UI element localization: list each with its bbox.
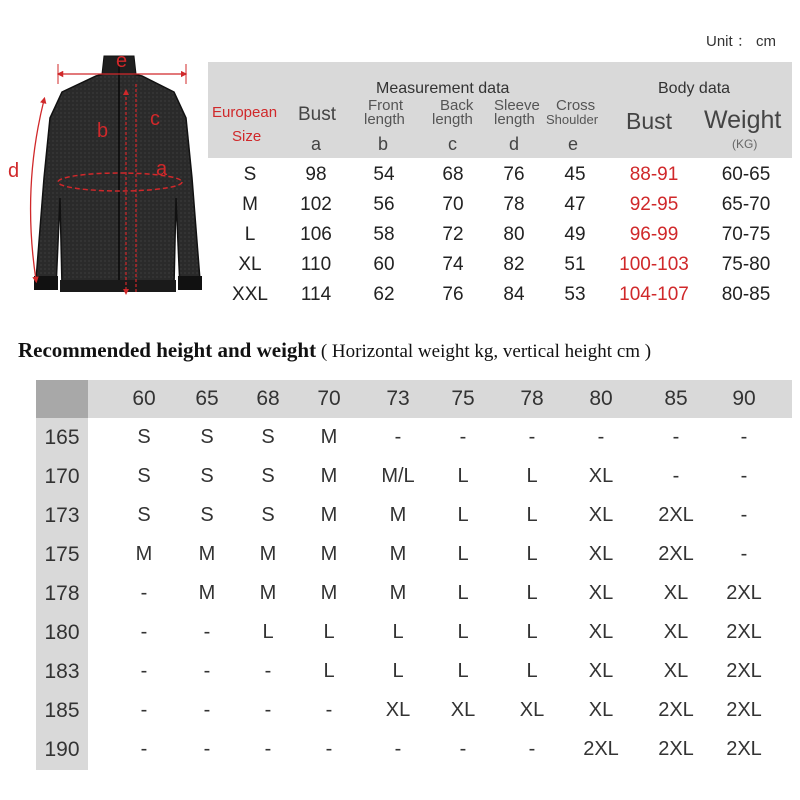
body-bust-cell: 104-107	[619, 284, 689, 305]
size-recommendation-cell: 2XL	[658, 543, 694, 565]
european-size-label-2: Size	[232, 128, 262, 145]
recommendation-row	[36, 418, 792, 457]
height-label: 190	[44, 738, 80, 761]
height-label: 175	[44, 543, 80, 566]
back-cell: 74	[442, 254, 464, 275]
front-cell: 58	[373, 224, 395, 245]
size-recommendation-cell: XL	[588, 582, 614, 604]
size-recommendation-cell: M	[259, 543, 277, 565]
size-recommendation-cell: -	[140, 660, 148, 682]
cross-cell: 49	[564, 224, 586, 245]
weight-cell: 65-70	[721, 194, 771, 215]
col-front-2: length	[364, 111, 405, 128]
size-recommendation-cell: M	[389, 543, 407, 565]
size-recommendation-cell: XL	[588, 621, 614, 643]
height-label: 170	[44, 465, 80, 488]
size-recommendation-cell: XL	[663, 621, 689, 643]
cross-cell: 51	[564, 254, 586, 275]
european-size-label-1: European	[212, 104, 278, 121]
size-recommendation-cell: M	[389, 504, 407, 526]
back-cell: 76	[442, 284, 464, 305]
cross-cell: 45	[564, 164, 586, 185]
size-row	[208, 220, 792, 250]
recommendation-row	[36, 691, 792, 730]
size-recommendation-cell: 2XL	[726, 699, 762, 721]
size-recommendation-cell: 2XL	[658, 504, 694, 526]
front-cell: 56	[373, 194, 395, 215]
size-recommendation-cell: M	[259, 582, 277, 604]
letter-d: d	[509, 134, 520, 154]
size-row	[208, 160, 792, 190]
height-label: 178	[44, 582, 80, 605]
back-cell: 70	[442, 194, 464, 215]
weight-header: 60	[132, 387, 156, 410]
size-recommendation-cell: S	[137, 426, 151, 448]
col-sleeve-1: Sleeve	[494, 97, 540, 114]
label-e: e	[116, 50, 128, 72]
size-recommendation-cell: L	[526, 465, 538, 487]
weight-header: 90	[732, 387, 756, 410]
size-recommendation-cell: M	[198, 582, 216, 604]
cross-cell: 53	[564, 284, 586, 305]
size-recommendation-cell: -	[203, 699, 211, 721]
size-recommendation-cell: M	[198, 543, 216, 565]
bust-cell: 98	[305, 164, 327, 185]
recommendation-title	[18, 338, 651, 363]
size-recommendation-cell: -	[325, 699, 333, 721]
recommendation-row	[36, 535, 792, 574]
size-recommendation-cell: -	[264, 699, 272, 721]
size-cell: L	[244, 224, 256, 245]
weight-header: 70	[317, 387, 341, 410]
size-recommendation-cell: 2XL	[583, 738, 619, 760]
jacket-illustration	[0, 48, 205, 310]
body-bust-cell: 88-91	[629, 164, 679, 185]
sleeve-cell: 84	[503, 284, 525, 305]
unit-label: Unit ： cm	[706, 33, 777, 50]
sleeve-cell: 82	[503, 254, 525, 275]
recommendation-row	[36, 457, 792, 496]
size-recommendation-cell: -	[740, 504, 748, 526]
recommendation-row	[36, 730, 792, 769]
size-recommendation-cell: L	[323, 621, 335, 643]
sleeve-cell: 80	[503, 224, 525, 245]
back-cell: 72	[442, 224, 464, 245]
weight-header: 73	[386, 387, 410, 410]
size-recommendation-cell: -	[597, 426, 605, 448]
size-recommendation-cell: S	[200, 504, 214, 526]
recommendation-row	[36, 652, 792, 691]
size-recommendation-cell: XL	[450, 699, 476, 721]
size-recommendation-cell: -	[528, 738, 536, 760]
size-cell: S	[243, 164, 257, 185]
size-recommendation-cell: M	[135, 543, 153, 565]
size-recommendation-cell: S	[137, 465, 151, 487]
recommendation-row	[36, 613, 792, 652]
size-recommendation-cell: -	[140, 738, 148, 760]
height-label: 183	[44, 660, 80, 683]
col-sleeve-2: length	[494, 111, 535, 128]
size-row	[208, 190, 792, 220]
sleeve-cell: 78	[503, 194, 525, 215]
size-recommendation-cell: S	[261, 465, 275, 487]
size-recommendation-cell: 2XL	[726, 621, 762, 643]
size-recommendation-cell: -	[203, 738, 211, 760]
size-recommendation-cell: -	[203, 621, 211, 643]
recommendation-title-note: ( Horizontal weight kg, vertical height cm )	[316, 341, 652, 362]
size-recommendation-cell: M	[389, 582, 407, 604]
size-recommendation-cell: XL	[519, 699, 545, 721]
size-recommendation-cell: L	[526, 504, 538, 526]
size-recommendation-cell: M	[320, 543, 338, 565]
size-recommendation-cell: XL	[588, 543, 614, 565]
size-recommendation-cell: -	[394, 738, 402, 760]
height-label: 165	[44, 426, 80, 449]
weight-header: 85	[664, 387, 688, 410]
size-recommendation-cell: -	[672, 426, 680, 448]
bust-cell: 114	[300, 284, 332, 305]
size-recommendation-cell: -	[740, 426, 748, 448]
size-recommendation-cell: L	[262, 621, 274, 643]
size-recommendation-cell: L	[392, 621, 404, 643]
weight-header: 75	[451, 387, 475, 410]
cross-cell: 47	[564, 194, 586, 215]
size-recommendation-cell: L	[526, 660, 538, 682]
size-recommendation-cell: XL	[663, 660, 689, 682]
jacket-diagram	[0, 48, 205, 310]
size-recommendation-cell: XL	[588, 465, 614, 487]
label-d: d	[8, 160, 20, 182]
size-recommendation-cell: -	[394, 426, 402, 448]
size-recommendation-cell: 2XL	[658, 699, 694, 721]
size-recommendation-cell: L	[457, 621, 469, 643]
size-recommendation-cell: L	[526, 582, 538, 604]
weight-cell: 80-85	[721, 284, 771, 305]
recommendation-row	[36, 496, 792, 535]
body-bust-label: Bust	[626, 108, 673, 134]
front-cell: 60	[373, 254, 395, 275]
col-cross-1: Cross	[556, 97, 596, 114]
sleeve-cell: 76	[503, 164, 525, 185]
letter-e: e	[568, 134, 579, 154]
weight-header: 80	[589, 387, 613, 410]
size-recommendation-cell: -	[672, 465, 680, 487]
body-weight-label: Weight	[704, 106, 782, 134]
size-recommendation-cell: L	[457, 543, 469, 565]
size-recommendation-cell: 2XL	[726, 660, 762, 682]
letter-a: a	[311, 134, 322, 154]
size-recommendation-cell: S	[200, 426, 214, 448]
letter-c: c	[448, 134, 457, 154]
size-recommendation-cell: 2XL	[658, 738, 694, 760]
size-recommendation-cell: M	[320, 504, 338, 526]
size-recommendation-cell: -	[264, 660, 272, 682]
size-recommendation-cell: -	[325, 738, 333, 760]
size-recommendation-cell: L	[526, 543, 538, 565]
label-a: a	[156, 158, 168, 180]
size-recommendation-cell: 2XL	[726, 582, 762, 604]
size-recommendation-cell: S	[261, 504, 275, 526]
bust-cell: 106	[300, 224, 332, 245]
size-recommendation-cell: -	[264, 738, 272, 760]
label-c: c	[150, 108, 160, 130]
body-bust-cell: 92-95	[629, 194, 679, 215]
size-recommendation-cell: L	[526, 621, 538, 643]
size-row	[208, 280, 792, 310]
size-row	[208, 250, 792, 280]
size-recommendation-cell: XL	[385, 699, 411, 721]
height-label: 185	[44, 699, 80, 722]
grid-corner	[36, 380, 88, 418]
label-b: b	[97, 120, 109, 142]
size-recommendation-cell: -	[140, 621, 148, 643]
weight-cell: 60-65	[721, 164, 771, 185]
body-group-label: Body data	[658, 80, 731, 97]
col-back-2: length	[432, 111, 473, 128]
size-recommendation-cell: L	[457, 465, 469, 487]
back-cell: 68	[442, 164, 464, 185]
col-front-1: Front	[368, 97, 404, 114]
size-recommendation-cell: XL	[588, 699, 614, 721]
size-recommendation-cell: -	[528, 426, 536, 448]
size-recommendation-cell: S	[137, 504, 151, 526]
weight-cell: 70-75	[721, 224, 771, 245]
bust-cell: 102	[300, 194, 332, 215]
size-cell: M	[242, 194, 258, 215]
body-bust-cell: 100-103	[619, 254, 689, 275]
col-back-1: Back	[440, 97, 474, 114]
recommendation-row	[36, 574, 792, 613]
weight-header: 65	[195, 387, 219, 410]
size-recommendation-cell: -	[740, 465, 748, 487]
size-recommendation-cell: 2XL	[726, 738, 762, 760]
size-recommendation-cell: L	[457, 582, 469, 604]
weight-cell: 75-80	[721, 254, 771, 275]
size-recommendation-cell: XL	[663, 582, 689, 604]
size-recommendation-cell: M	[320, 465, 338, 487]
letter-b: b	[378, 134, 389, 154]
height-label: 173	[44, 504, 80, 527]
size-cell: XL	[238, 254, 262, 275]
recommendation-grid	[36, 380, 792, 770]
size-recommendation-cell: XL	[588, 504, 614, 526]
weight-header: 78	[520, 387, 544, 410]
size-recommendation-cell: -	[740, 543, 748, 565]
measurement-group-label: Measurement data	[376, 80, 510, 97]
size-cell: XXL	[232, 284, 268, 305]
size-recommendation-cell: S	[261, 426, 275, 448]
size-recommendation-cell: L	[457, 504, 469, 526]
col-cross-2: Shoulder	[546, 112, 599, 127]
weight-header: 68	[256, 387, 280, 410]
size-recommendation-cell: M/L	[381, 465, 415, 487]
size-recommendation-cell: L	[457, 660, 469, 682]
size-recommendation-cell: -	[140, 699, 148, 721]
size-recommendation-cell: L	[323, 660, 335, 682]
recommendation-title-main: Recommended height and weight	[18, 338, 317, 362]
body-weight-unit: (KG)	[732, 137, 758, 151]
front-cell: 62	[373, 284, 395, 305]
body-bust-cell: 96-99	[629, 224, 679, 245]
size-recommendation-cell: L	[392, 660, 404, 682]
size-recommendation-cell: -	[203, 660, 211, 682]
col-bust: Bust	[298, 104, 337, 125]
size-recommendation-cell: M	[320, 426, 338, 448]
size-table	[208, 62, 792, 310]
size-recommendation-cell: -	[459, 426, 467, 448]
bust-cell: 110	[300, 254, 332, 275]
size-recommendation-cell: S	[200, 465, 214, 487]
height-label: 180	[44, 621, 80, 644]
size-recommendation-cell: -	[140, 582, 148, 604]
front-cell: 54	[373, 164, 395, 185]
size-recommendation-cell: -	[459, 738, 467, 760]
size-recommendation-cell: M	[320, 582, 338, 604]
size-recommendation-cell: XL	[588, 660, 614, 682]
